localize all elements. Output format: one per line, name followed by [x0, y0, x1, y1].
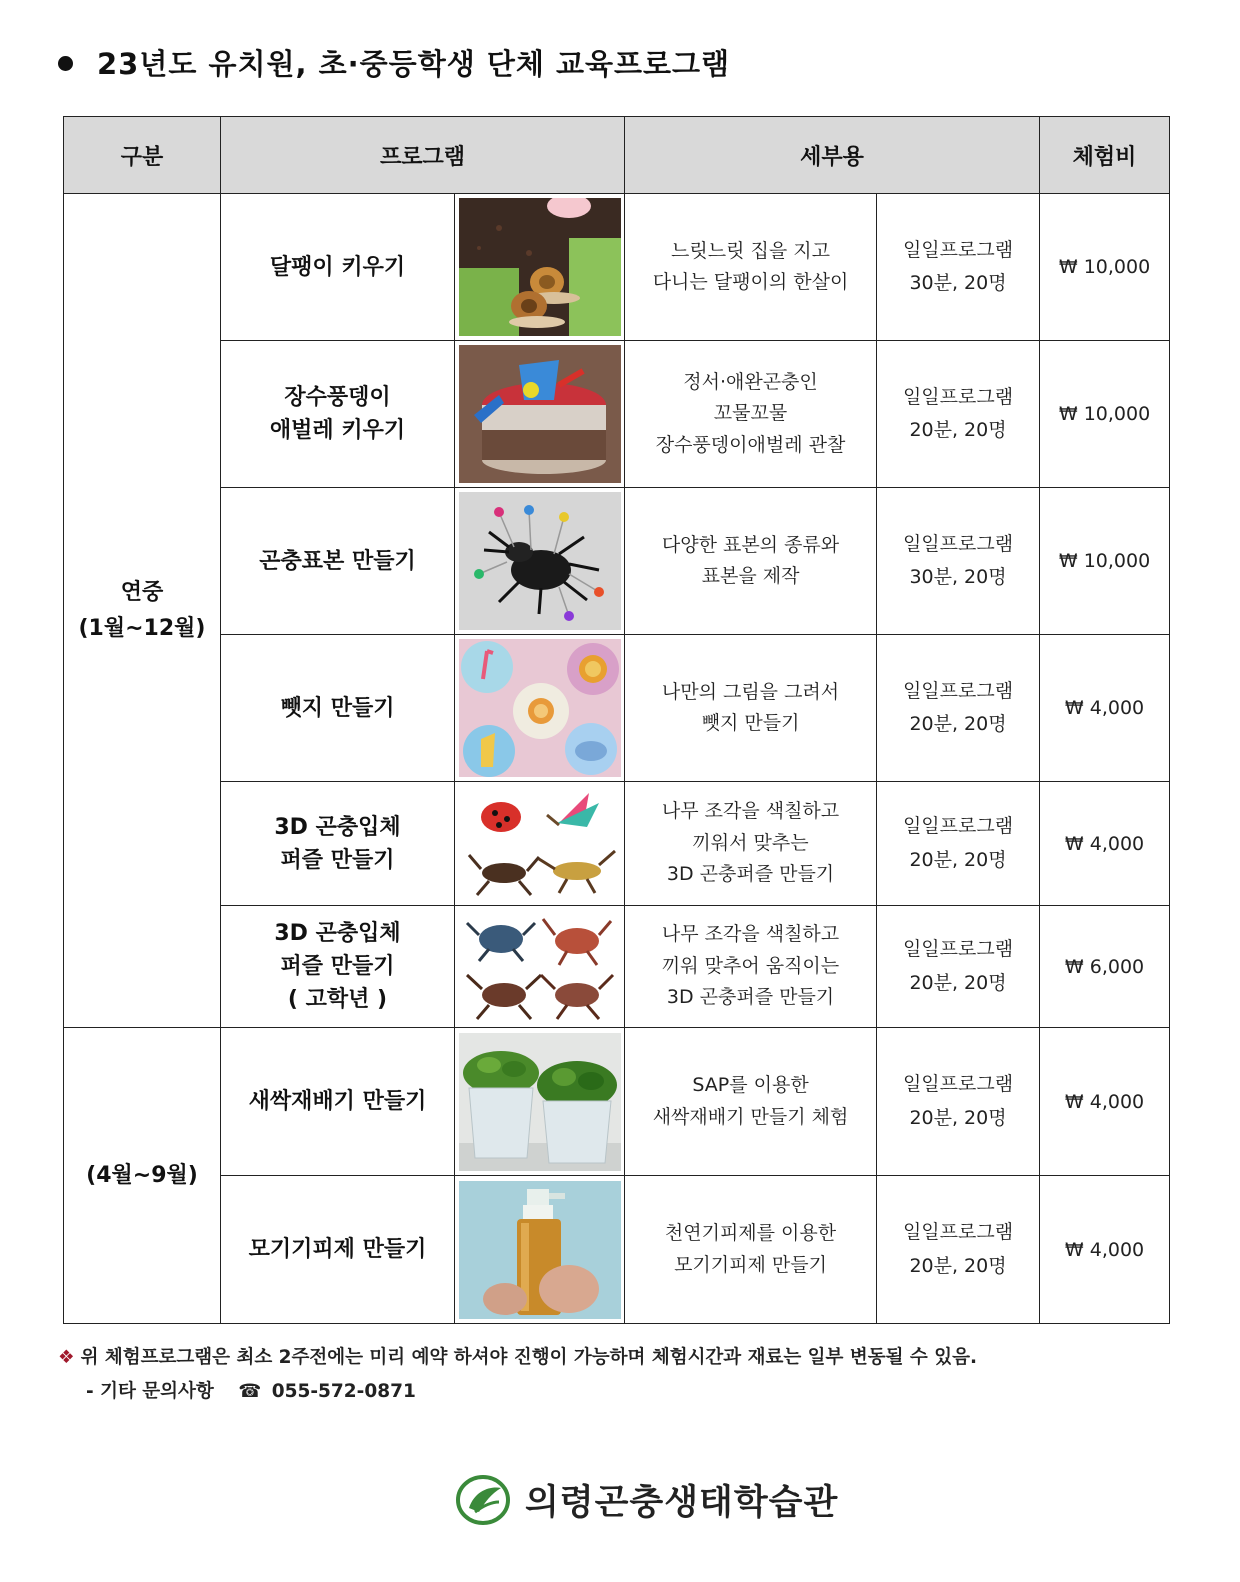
- header-detail: 세부용: [625, 117, 1040, 194]
- table-row: [64, 906, 1170, 1028]
- category-apr-sep: (4월~9월): [64, 1028, 221, 1324]
- snail-photo: [459, 198, 621, 336]
- table-row: [64, 1176, 1170, 1324]
- program-photo-cell: [455, 341, 625, 488]
- table-row: [64, 1028, 1170, 1176]
- program-description: 나만의 그림을 그려서 뺏지 만들기: [625, 635, 877, 782]
- page-title: 23년도 유치원, 초·중등학생 단체 교육프로그램: [58, 42, 730, 83]
- program-fee: ₩ 4,000: [1040, 1028, 1170, 1176]
- program-fee: ₩ 4,000: [1040, 782, 1170, 906]
- program-table: [63, 116, 1170, 1324]
- program-name: 달팽이 키우기: [221, 194, 455, 341]
- program-fee: ₩ 10,000: [1040, 488, 1170, 635]
- contact-info: - 기타 문의사항 ☎ 055-572-0871: [86, 1381, 416, 1402]
- category-year-round: 연중 (1월~12월): [64, 194, 221, 1028]
- program-name: 새싹재배기 만들기: [221, 1028, 455, 1176]
- program-name: 뺏지 만들기: [221, 635, 455, 782]
- reservation-note: ❖ 위 체험프로그램은 최소 2주전에는 미리 예약 하셔야 진행이 가능하며 체험시간과 재료는 일부 변동될 수 있음.: [58, 1347, 977, 1368]
- program-name: 곤충표본 만들기: [221, 488, 455, 635]
- insect-specimen-photo: [459, 492, 621, 630]
- diamond-bullet-icon: ❖: [58, 1347, 75, 1368]
- program-info: 일일프로그램 20분, 20명: [877, 1028, 1040, 1176]
- badge-photo: [459, 639, 621, 777]
- program-info: 일일프로그램 20분, 20명: [877, 635, 1040, 782]
- program-name: 모기기피제 만들기: [221, 1176, 455, 1324]
- sprout-pot-photo: [459, 1033, 621, 1171]
- program-info: 일일프로그램 20분, 20명: [877, 906, 1040, 1028]
- program-fee: ₩ 4,000: [1040, 1176, 1170, 1324]
- header-fee: 체험비: [1040, 117, 1170, 194]
- program-photo-cell: [455, 906, 625, 1028]
- program-fee: ₩ 10,000: [1040, 341, 1170, 488]
- table-header-row: [64, 117, 1170, 194]
- logo-emblem-icon: [455, 1472, 511, 1528]
- program-photo-cell: [455, 488, 625, 635]
- repellent-bottle-photo: [459, 1181, 621, 1319]
- 3d-insect-puzzle-photo: [459, 785, 621, 903]
- program-fee: ₩ 6,000: [1040, 906, 1170, 1028]
- table-row: [64, 635, 1170, 782]
- phone-icon: ☎: [238, 1381, 262, 1402]
- program-description: 나무 조각을 색칠하고 끼워 맞추어 움직이는 3D 곤충퍼즐 만들기: [625, 906, 877, 1028]
- program-description: 정서·애완곤충인 꼬물꼬물 장수풍뎅이애벌레 관찰: [625, 341, 877, 488]
- program-description: 나무 조각을 색칠하고 끼워서 맞추는 3D 곤충퍼즐 만들기: [625, 782, 877, 906]
- header-program: 프로그램: [221, 117, 625, 194]
- program-description: 느릿느릿 집을 지고 다니는 달팽이의 한살이: [625, 194, 877, 341]
- table-row: [64, 194, 1170, 341]
- program-name: 3D 곤충입체 퍼즐 만들기 ( 고학년 ): [221, 906, 455, 1028]
- program-fee: ₩ 4,000: [1040, 635, 1170, 782]
- program-photo-cell: [455, 635, 625, 782]
- program-name: 장수풍뎅이 애벌레 키우기: [221, 341, 455, 488]
- program-photo-cell: [455, 194, 625, 341]
- program-description: 천연기피제를 이용한 모기기피제 만들기: [625, 1176, 877, 1324]
- program-info: 일일프로그램 20분, 20명: [877, 782, 1040, 906]
- bullet-icon: [58, 56, 73, 71]
- table-row: [64, 488, 1170, 635]
- table-row: [64, 782, 1170, 906]
- program-info: 일일프로그램 20분, 20명: [877, 1176, 1040, 1324]
- program-info: 일일프로그램 30분, 20명: [877, 488, 1040, 635]
- program-description: 다양한 표본의 종류와 표본을 제작: [625, 488, 877, 635]
- header-category: 구분: [64, 117, 221, 194]
- program-info: 일일프로그램 30분, 20명: [877, 194, 1040, 341]
- table-row: [64, 341, 1170, 488]
- program-photo-cell: [455, 1028, 625, 1176]
- beetle-larva-kit-photo: [459, 345, 621, 483]
- contact-phone: 055-572-0871: [271, 1381, 416, 1402]
- museum-logo: 의령곤충생태학습관: [455, 1470, 838, 1530]
- program-photo-cell: [455, 782, 625, 906]
- program-description: SAP를 이용한 새싹재배기 만들기 체험: [625, 1028, 877, 1176]
- 3d-insect-puzzle-advanced-photo: [459, 909, 621, 1025]
- program-name: 3D 곤충입체 퍼즐 만들기: [221, 782, 455, 906]
- program-fee: ₩ 10,000: [1040, 194, 1170, 341]
- program-photo-cell: [455, 1176, 625, 1324]
- program-info: 일일프로그램 20분, 20명: [877, 341, 1040, 488]
